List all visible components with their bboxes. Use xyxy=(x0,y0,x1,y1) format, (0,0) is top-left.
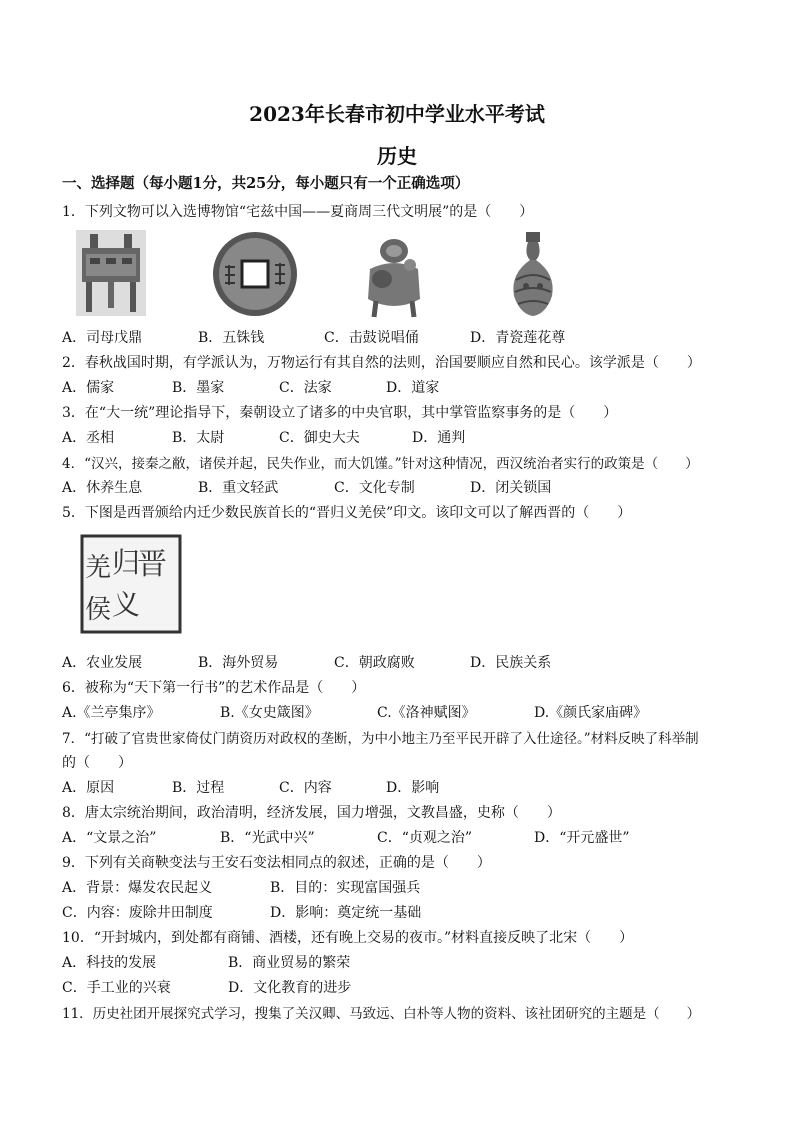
question-9-option-c: C．内容：废除井田制度 xyxy=(62,905,213,921)
question-10-option-d: D．文化教育的进步 xyxy=(228,980,352,996)
question-1-option-c: C．击鼓说唱俑 xyxy=(324,330,419,346)
seal-char-qiang: 羌 xyxy=(84,553,112,583)
question-7-stem-continued: 的（ ） xyxy=(62,755,132,771)
seal-char-gui: 归 xyxy=(111,546,141,579)
question-8-stem: 8．唐太宗统治期间，政治清明，经济发展，国力增强，文教昌盛，史称（ ） xyxy=(62,805,561,821)
question-2-option-a: A．儒家 xyxy=(62,380,115,396)
question-7-option-d: D．影响 xyxy=(386,780,440,796)
seal-char-hou: 侯 xyxy=(84,595,112,625)
exam-subject: 历史 xyxy=(377,144,417,168)
question-7-option-b: B．过程 xyxy=(172,780,225,796)
question-4-option-d: D．闭关锁国 xyxy=(470,480,552,496)
jin-seal-image xyxy=(80,534,182,634)
seal-char-jin: 晋 xyxy=(137,547,167,582)
seal-char-yi: 义 xyxy=(111,588,141,621)
question-6-option-c: C.《洛神赋图》 xyxy=(377,705,476,721)
question-7-stem: 7．“打破了官贵世家倚仗门荫资历对政权的垄断，为中小地主乃至平民开辟了入仕途径。”材料反映了科举制 xyxy=(62,731,699,747)
question-1-option-a: A．司母戊鼎 xyxy=(62,330,143,346)
exam-title: 2023年长春市初中学业水平考试 xyxy=(249,102,545,126)
question-9-stem: 9．下列有关商鞅变法与王安石变法相同点的叙述，正确的是（ ） xyxy=(62,855,491,871)
question-5-option-d: D．民族关系 xyxy=(470,655,552,671)
question-2-option-c: C．法家 xyxy=(279,380,332,396)
question-5-option-c: C．朝政腐败 xyxy=(334,655,415,671)
question-10-option-a: A．科技的发展 xyxy=(62,955,157,971)
drummer-figurine-image xyxy=(360,229,428,319)
question-7-option-c: C．内容 xyxy=(279,780,332,796)
question-5-option-b: B．海外贸易 xyxy=(198,655,279,671)
question-1-option-b: B．五铢钱 xyxy=(198,330,265,346)
question-1-option-d: D．青瓷莲花尊 xyxy=(470,330,566,346)
question-9-option-d: D．影响：奠定统一基础 xyxy=(270,905,422,921)
question-2-option-b: B．墨家 xyxy=(172,380,225,396)
question-4-option-c: C．文化专制 xyxy=(334,480,415,496)
question-6-option-d: D.《颜氏家庙碑》 xyxy=(534,705,648,721)
question-2-stem: 2．春秋战国时期，有学派认为，万物运行有其自然的法则，治国要顺应自然和民心。该学派是（ ） xyxy=(62,355,701,371)
question-3-option-b: B．太尉 xyxy=(172,430,225,446)
question-6-stem: 6．被称为“天下第一行书”的艺术作品是（ ） xyxy=(62,680,366,696)
question-3-stem: 3．在“大一统”理论指导下，秦朝设立了诸多的中央官职，其中掌管监察事务的是（ ） xyxy=(62,405,618,421)
question-1-stem: 1．下列文物可以入选博物馆“宅兹中国——夏商周三代文明展”的是（ ） xyxy=(62,204,534,220)
question-9-option-b: B．目的：实现富国强兵 xyxy=(270,880,421,896)
question-3-option-c: C．御史大夫 xyxy=(279,430,360,446)
question-2-option-d: D．道家 xyxy=(386,380,440,396)
question-4-option-a: A．休养生息 xyxy=(62,480,143,496)
celadon-vase-image xyxy=(506,230,560,318)
wuzhu-coin-image xyxy=(211,231,299,317)
question-5-option-a: A．农业发展 xyxy=(62,655,143,671)
question-4-option-b: B．重文轻武 xyxy=(198,480,279,496)
question-6-option-a: A.《兰亭集序》 xyxy=(62,705,161,721)
question-11-stem: 11．历史社团开展探究式学习，搜集了关汉卿、马致远、白朴等人物的资料、该社团研究的主题是（ ） xyxy=(62,1006,701,1022)
question-8-option-c: C．“贞观之治” xyxy=(377,830,473,846)
question-4-stem: 4．“汉兴，接秦之敝，诸侯并起，民失作业，而大饥馑。”针对这种情况，西汉统治者实行的政策是（ ） xyxy=(62,456,699,472)
question-8-option-b: B．“光武中兴” xyxy=(220,830,315,846)
question-5-stem: 5．下图是西晋颁给内迁少数民族首长的“晋归义羌侯”印文。该印文可以了解西晋的（ ） xyxy=(62,505,632,521)
question-8-option-d: D．“开元盛世” xyxy=(534,830,630,846)
question-3-option-d: D．通判 xyxy=(412,430,466,446)
question-8-option-a: A．“文景之治” xyxy=(62,830,157,846)
question-7-option-a: A．原因 xyxy=(62,780,115,796)
question-10-stem: 10．“开封城内，到处都有商铺、酒楼，还有晚上交易的夜市。”材料直接反映了北宋（ ） xyxy=(62,930,634,946)
question-3-option-a: A．丞相 xyxy=(62,430,115,446)
question-10-option-b: B．商业贸易的繁荣 xyxy=(228,955,351,971)
question-10-option-c: C．手工业的兴衰 xyxy=(62,980,171,996)
section-heading: 一、选择题（每小题1分，共25分，每小题只有一个正确选项） xyxy=(62,175,470,192)
question-9-option-a: A．背景：爆发农民起义 xyxy=(62,880,213,896)
simuwu-ding-image xyxy=(76,230,146,316)
question-6-option-b: B.《女史箴图》 xyxy=(220,705,319,721)
